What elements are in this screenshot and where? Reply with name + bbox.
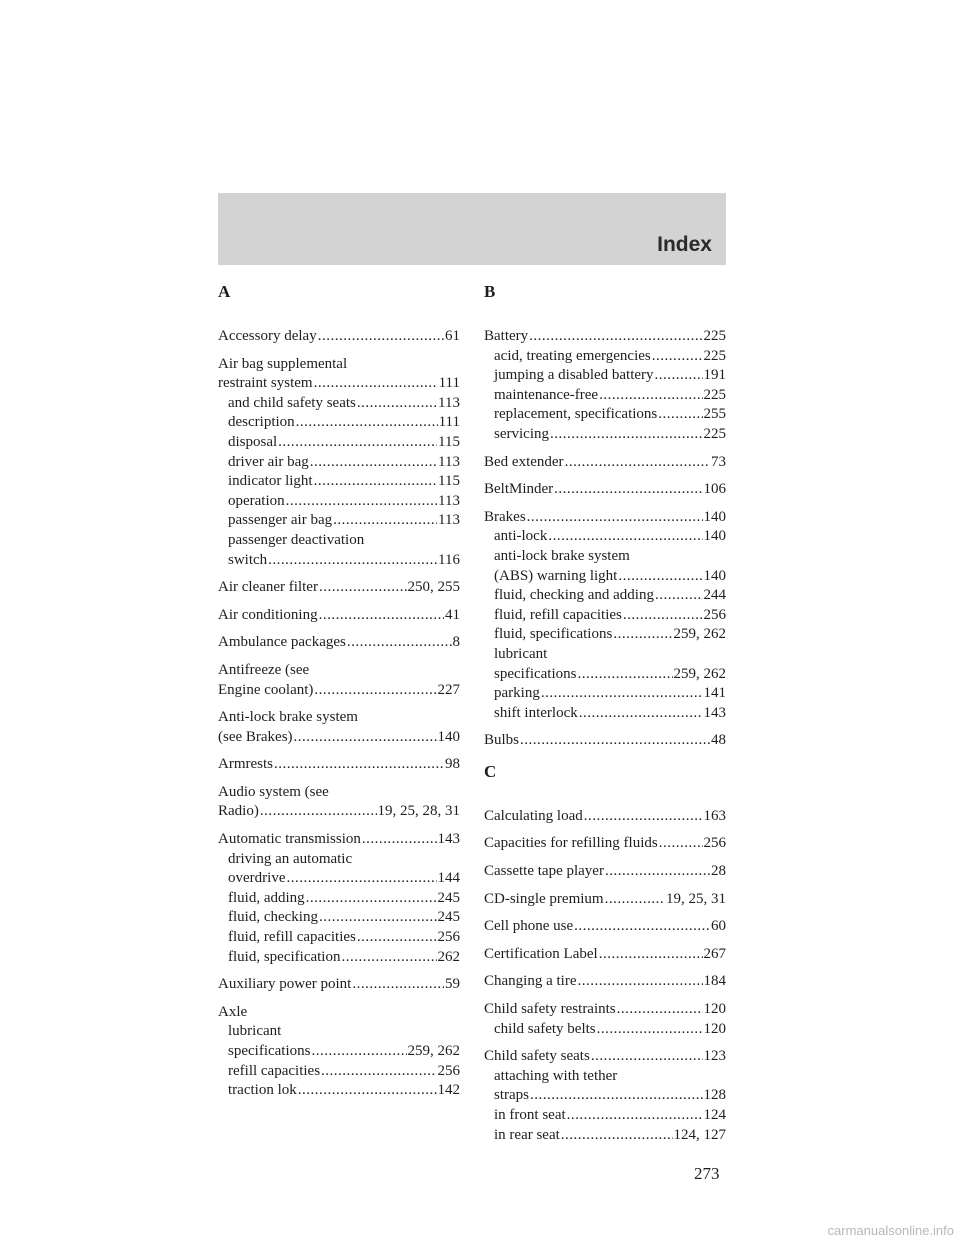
entry-page-ref: 113	[438, 453, 460, 470]
entry-term: (see Brakes)	[218, 728, 293, 745]
entry-page-ref: 143	[437, 831, 460, 848]
index-subentry-line	[484, 1067, 726, 1087]
index-subentry-line	[218, 492, 460, 512]
entry-page-ref: 244	[703, 587, 726, 604]
dot-leader	[623, 606, 703, 626]
dot-leader	[561, 1126, 673, 1146]
index-entry-line	[484, 508, 726, 528]
index-entry-line	[484, 731, 726, 751]
dot-leader	[318, 327, 444, 347]
section-header-band	[218, 193, 726, 265]
entry-term: Battery	[484, 328, 529, 344]
index-entry-line	[218, 783, 460, 803]
entry-page-ref: 8	[452, 634, 460, 651]
index-entry-line	[218, 606, 460, 626]
index-entry-line	[218, 755, 460, 775]
entry-page-ref: 184	[703, 973, 726, 990]
entry-term: anti-lock	[494, 528, 548, 545]
entry-page-ref: 59	[445, 976, 460, 993]
index-letter-heading: A	[218, 282, 231, 301]
index-subentry-line	[218, 531, 460, 551]
entry-term: Child safety restraints	[484, 1001, 616, 1018]
dot-leader	[341, 948, 436, 968]
index-entry-line	[484, 807, 726, 827]
index-subentry-line	[218, 908, 460, 928]
entry-term: child safety belts	[494, 1020, 596, 1037]
dot-leader	[286, 492, 437, 512]
index-entry-line	[218, 802, 460, 822]
entry-term: fluid, checking	[228, 909, 318, 926]
index-entry-line	[218, 374, 460, 394]
dot-leader	[260, 802, 377, 822]
dot-leader	[618, 567, 702, 587]
index-subentry-line	[484, 347, 726, 367]
entry-term: fluid, refill capacities	[494, 606, 622, 623]
entry-page-ref: 267	[703, 945, 726, 962]
index-letter-heading: C	[484, 761, 497, 781]
index-subentry-line	[218, 433, 460, 453]
dot-leader	[529, 327, 702, 347]
index-subentry-line	[218, 1022, 460, 1042]
index-subentry-line	[218, 453, 460, 473]
entry-page-ref: 120	[703, 1020, 726, 1037]
entry-page-ref: 124	[703, 1107, 726, 1123]
entry-page-ref: 140	[703, 567, 726, 584]
entry-term: fluid, specification	[228, 948, 341, 965]
index-entry-line	[484, 972, 726, 992]
entry-page-ref: 225	[703, 386, 726, 403]
entry-term: CD-single premium	[484, 890, 604, 907]
entry-term: Anti-lock brake system	[218, 709, 358, 726]
entry-page-ref: 98	[445, 756, 460, 773]
entry-page-ref: 106	[703, 481, 726, 498]
entry-term: Brakes	[484, 508, 526, 525]
index-entry	[218, 661, 460, 700]
index-subentry-line	[484, 1126, 726, 1146]
entry-term: parking	[494, 685, 540, 702]
index-entry-line	[484, 834, 726, 854]
entry-page-ref: 256	[437, 929, 460, 946]
entry-page-ref: 227	[437, 681, 460, 698]
entry-term: Engine coolant)	[218, 681, 314, 698]
index-subentry-line	[484, 625, 726, 645]
index-subentry-line	[484, 645, 726, 665]
dot-leader	[362, 830, 437, 850]
index-entry	[218, 327, 460, 347]
dot-leader	[321, 1062, 436, 1082]
entry-term: Antifreeze (see	[218, 661, 310, 678]
dot-leader	[579, 704, 703, 724]
dot-leader	[554, 480, 702, 500]
entry-term: Air cleaner filter	[218, 579, 318, 596]
entry-term: Auxiliary power point	[218, 976, 352, 993]
dot-leader	[548, 527, 702, 547]
entry-term: in rear seat	[494, 1126, 560, 1143]
page-title: Index	[657, 233, 712, 256]
dot-leader	[599, 945, 703, 965]
index-subentry-line	[484, 425, 726, 445]
dot-leader	[591, 1047, 703, 1067]
entry-term: Radio)	[218, 803, 259, 820]
dot-leader	[527, 508, 703, 528]
entry-page-ref: 60	[711, 918, 726, 935]
entry-page-ref: 116	[438, 551, 460, 568]
entry-page-ref: 41	[445, 606, 460, 623]
index-subentry-line	[484, 1020, 726, 1040]
index-entry	[484, 890, 726, 910]
entry-term: Bulbs	[484, 732, 520, 749]
entry-page-ref: 245	[437, 909, 460, 926]
index-subentry-line	[484, 586, 726, 606]
index-subentry-line	[218, 850, 460, 870]
entry-term: Child safety seats	[484, 1048, 590, 1065]
index-entry	[484, 945, 726, 965]
dot-leader	[314, 374, 438, 394]
index-subentry-line	[484, 366, 726, 386]
entry-page-ref: 28	[711, 863, 726, 880]
entry-page-ref: 255	[703, 406, 726, 423]
dot-leader	[347, 633, 452, 653]
entry-term: driver air bag	[228, 453, 309, 470]
entry-page-ref: 225	[703, 328, 726, 344]
entry-page-ref: 111	[438, 414, 460, 431]
index-subentry-line	[218, 869, 460, 889]
entry-term: overdrive	[228, 870, 286, 887]
entry-term: (ABS) warning light	[494, 567, 618, 584]
index-subentry-line	[218, 889, 460, 909]
entry-page-ref: 128	[703, 1087, 726, 1104]
index-subentry-line	[218, 1042, 460, 1062]
index-subentry-line	[484, 1106, 726, 1126]
index-subentry-line	[218, 928, 460, 948]
dot-leader	[550, 425, 703, 445]
index-entry	[484, 807, 726, 827]
dot-leader	[577, 972, 702, 992]
entry-term: and child safety seats	[228, 394, 356, 411]
entry-term: in front seat	[494, 1107, 566, 1123]
entry-page-ref: 191	[703, 367, 726, 384]
index-subentry-line	[484, 527, 726, 547]
entry-term: driving an automatic	[228, 850, 353, 867]
index-entry-line	[484, 890, 726, 910]
dot-leader	[659, 834, 703, 854]
index-subentry-line	[218, 394, 460, 414]
index-entry	[218, 633, 460, 653]
dot-leader	[357, 928, 437, 948]
index-column-left	[218, 281, 460, 1101]
index-entry	[218, 975, 460, 995]
index-subentry-line	[218, 1081, 460, 1101]
entry-term: attaching with tether	[494, 1067, 618, 1084]
entry-term: Cell phone use	[484, 918, 574, 935]
index-entry	[484, 862, 726, 882]
index-entry	[218, 783, 460, 822]
dot-leader	[574, 917, 710, 937]
index-entry	[218, 708, 460, 747]
dot-leader	[268, 551, 437, 571]
entry-page-ref: 256	[437, 1062, 460, 1079]
index-entry	[484, 834, 726, 854]
index-entry-line	[484, 862, 726, 882]
dot-leader	[310, 453, 437, 473]
entry-page-ref: 48	[711, 732, 726, 749]
index-entry	[218, 355, 460, 571]
index-subentry-line	[484, 567, 726, 587]
dot-leader	[520, 731, 710, 751]
entry-page-ref: 111	[438, 375, 460, 392]
entry-term: disposal	[228, 433, 278, 450]
entry-page-ref: 142	[437, 1082, 460, 1099]
dot-leader	[530, 1086, 703, 1106]
index-entry-line	[218, 708, 460, 728]
dot-leader	[278, 433, 437, 453]
entry-term: Air conditioning	[218, 606, 318, 623]
dot-leader	[658, 405, 702, 425]
dot-leader	[655, 366, 703, 386]
entry-term: passenger deactivation	[228, 531, 365, 548]
entry-page-ref: 163	[703, 807, 726, 824]
entry-page-ref: 245	[437, 889, 460, 906]
entry-term: maintenance-free	[494, 386, 599, 403]
dot-leader	[314, 472, 437, 492]
entry-term: Ambulance packages	[218, 634, 346, 651]
dot-leader	[597, 1020, 703, 1040]
entry-page-ref: 124, 127	[673, 1126, 726, 1143]
index-subentry-line	[218, 948, 460, 968]
entry-term: specifications	[494, 665, 577, 682]
dot-leader	[617, 1000, 703, 1020]
entry-term: refill capacities	[228, 1062, 321, 1079]
entry-page-ref: 141	[703, 685, 726, 702]
entry-term: servicing	[494, 425, 549, 442]
index-entry	[484, 731, 726, 751]
index-entry	[484, 1000, 726, 1039]
index-entry	[218, 578, 460, 598]
index-entry-line	[218, 661, 460, 681]
entry-term: replacement, specifications	[494, 406, 658, 423]
index-entry-list	[484, 807, 726, 1145]
footer-watermark: carmanualsonline.info	[827, 1223, 954, 1238]
entry-page-ref: 225	[703, 347, 726, 364]
dot-leader	[319, 578, 407, 598]
index-subentry-line	[484, 547, 726, 567]
dot-leader	[652, 347, 703, 367]
entry-page-ref: 113	[438, 512, 460, 529]
dot-leader	[541, 684, 703, 704]
index-entry	[484, 508, 726, 724]
entry-page-ref: 19, 25, 28, 31	[377, 803, 460, 820]
entry-term: indicator light	[228, 473, 313, 490]
dot-leader	[306, 889, 437, 909]
index-entry-line	[484, 453, 726, 473]
index-entry	[484, 327, 726, 445]
index-entry-line	[218, 975, 460, 995]
entry-page-ref: 259, 262	[673, 665, 726, 682]
entry-term: Air bag supplemental	[218, 355, 348, 372]
index-entry-line	[218, 830, 460, 850]
dot-leader	[352, 975, 444, 995]
dot-leader	[319, 606, 444, 626]
dot-leader	[655, 586, 703, 606]
entry-term: lubricant	[494, 645, 548, 662]
index-subentry-line	[484, 386, 726, 406]
index-entry-line	[484, 1047, 726, 1067]
entry-page-ref: 262	[437, 948, 460, 965]
index-subentry-line	[218, 1062, 460, 1082]
dot-leader	[286, 869, 436, 889]
index-entry-line	[218, 633, 460, 653]
entry-page-ref: 259, 262	[673, 626, 726, 643]
entry-term: Accessory delay	[218, 328, 317, 344]
dot-leader	[311, 1042, 406, 1062]
index-subentry-line	[484, 665, 726, 685]
entry-page-ref: 73	[711, 453, 726, 470]
entry-term: acid, treating emergencies	[494, 347, 651, 364]
index-subentry-line	[484, 704, 726, 724]
index-entry	[484, 480, 726, 500]
dot-leader	[357, 394, 437, 414]
entry-page-ref: 113	[438, 492, 460, 509]
entry-page-ref: 123	[703, 1048, 726, 1065]
dot-leader	[567, 1106, 703, 1126]
index-entry	[484, 1047, 726, 1145]
entry-term: Armrests	[218, 756, 273, 773]
entry-term: Bed extender	[484, 453, 564, 470]
index-subentry-line	[484, 405, 726, 425]
entry-term: Changing a tire	[484, 973, 577, 990]
index-subentry-line	[218, 511, 460, 531]
entry-page-ref: 115	[438, 433, 460, 450]
index-subentry-line	[218, 551, 460, 571]
index-entry-line	[484, 945, 726, 965]
index-entry	[218, 1003, 460, 1101]
index-entry	[218, 606, 460, 626]
entry-page-ref: 144	[437, 870, 460, 887]
dot-leader	[605, 862, 710, 882]
entry-page-ref: 250, 255	[407, 579, 460, 596]
index-subentry-line	[484, 684, 726, 704]
entry-term: jumping a disabled battery	[494, 367, 654, 384]
entry-term: Automatic transmission	[218, 831, 361, 848]
index-entry-line	[218, 355, 460, 375]
dot-leader	[565, 453, 710, 473]
entry-term: Certification Label	[484, 945, 598, 962]
entry-page-ref: 143	[703, 704, 726, 721]
page-number: 273	[694, 1164, 720, 1183]
entry-term: fluid, adding	[228, 889, 305, 906]
dot-leader	[333, 511, 437, 531]
dot-leader	[296, 413, 438, 433]
dot-leader	[294, 728, 437, 748]
entry-term: Audio system (see	[218, 783, 329, 800]
index-subentry-line	[218, 413, 460, 433]
index-entry-line	[484, 480, 726, 500]
entry-term: description	[228, 414, 295, 431]
index-entry	[484, 917, 726, 937]
entry-term: anti-lock brake system	[494, 547, 630, 564]
index-entry-line	[218, 728, 460, 748]
entry-term: shift interlock	[494, 704, 578, 721]
dot-leader	[314, 681, 436, 701]
entry-page-ref: 120	[703, 1001, 726, 1018]
dot-leader	[298, 1081, 437, 1101]
entry-page-ref: 19, 25, 31	[666, 890, 726, 907]
index-entry-list	[484, 327, 726, 751]
entry-term: lubricant	[228, 1023, 282, 1040]
entry-page-ref: 259, 262	[407, 1043, 460, 1059]
index-entry-line	[218, 578, 460, 598]
entry-term: passenger air bag	[228, 512, 333, 529]
entry-page-ref: 256	[703, 606, 726, 623]
entry-term: Calculating load	[484, 807, 583, 824]
index-entry-list	[218, 327, 460, 1101]
entry-term: specifications	[228, 1043, 311, 1059]
index-entry-line	[218, 681, 460, 701]
index-entry-line	[484, 327, 726, 347]
entry-page-ref: 140	[703, 508, 726, 525]
index-entry	[218, 755, 460, 775]
index-subentry-line	[484, 1086, 726, 1106]
dot-leader	[274, 755, 444, 775]
entry-page-ref: 256	[703, 835, 726, 852]
index-entry	[484, 972, 726, 992]
index-entry-line	[218, 1003, 460, 1023]
entry-page-ref: 140	[437, 728, 460, 745]
entry-term: operation	[228, 492, 285, 509]
entry-page-ref: 115	[438, 473, 460, 490]
dot-leader	[319, 908, 437, 928]
dot-leader	[613, 625, 672, 645]
entry-term: switch	[228, 551, 268, 568]
dot-leader	[584, 807, 703, 827]
entry-term: restraint system	[218, 375, 313, 392]
index-entry-line	[218, 327, 460, 347]
index-letter-heading: B	[484, 282, 496, 301]
entry-term: BeltMinder	[484, 481, 554, 498]
dot-leader	[599, 386, 702, 406]
entry-page-ref: 61	[445, 328, 460, 344]
index-subentry-line	[218, 472, 460, 492]
entry-term: fluid, specifications	[494, 626, 613, 643]
index-entry-line	[484, 917, 726, 937]
entry-term: straps	[494, 1087, 529, 1104]
index-entry-line	[484, 1000, 726, 1020]
entry-page-ref: 225	[703, 425, 726, 442]
entry-term: Capacities for refilling fluids	[484, 835, 658, 852]
dot-leader	[577, 665, 672, 685]
index-column-right	[484, 281, 726, 1145]
index-subentry-line	[484, 606, 726, 626]
entry-term: Cassette tape player	[484, 863, 604, 880]
entry-page-ref: 140	[703, 528, 726, 545]
index-entry	[218, 830, 460, 967]
entry-page-ref: 113	[438, 394, 460, 411]
entry-term: Axle	[218, 1003, 248, 1020]
entry-term: traction lok	[228, 1082, 297, 1099]
entry-term: fluid, refill capacities	[228, 929, 356, 946]
dot-leader	[605, 890, 665, 910]
index-entry	[484, 453, 726, 473]
entry-term: fluid, checking and adding	[494, 587, 654, 604]
